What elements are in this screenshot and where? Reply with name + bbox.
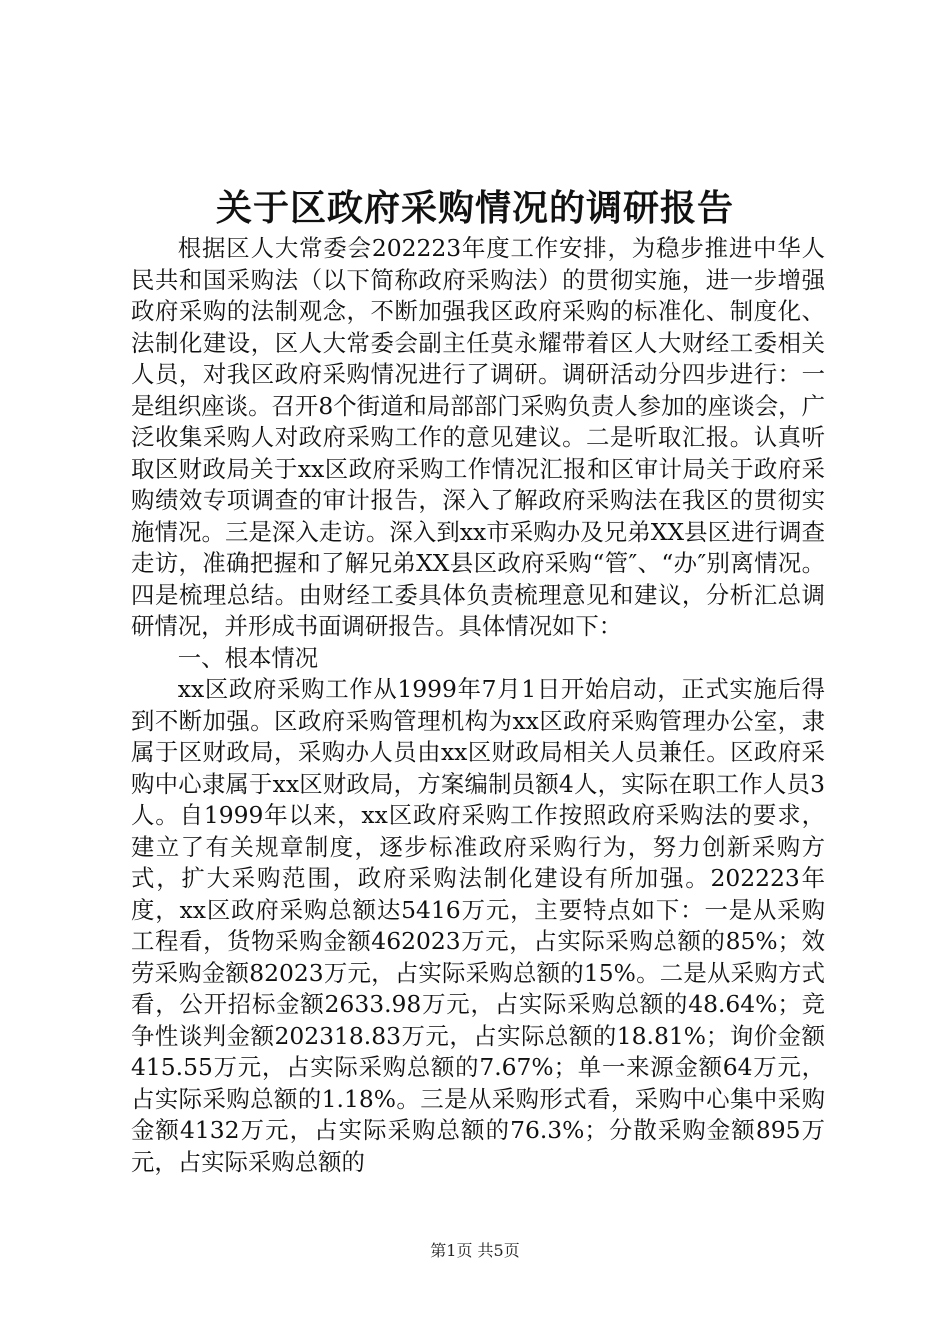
basic-situation-paragraph: xx区政府采购工作从1999年7月1日开始启动，正式实施后得到不断加强。区政府采购管理机构为xx区政府采购管理办公室，隶属于区财政局，采购办人员由xx区财政局相关人员兼任。区政府采购中心隶属于xx区财政局，方案编制员额4人，实际在职工作人员3人。自1999年以来，xx区政府采购工作按照政府采购法的要求，建立了有关规章制度，逐步标准政府采购行为，努力创新采购方式，扩大采购范围，政府采购法制化建设有所加强。202223年度，xx区政府采购总额达5416万元，主要特点如下：一是从采购工程看，货物采购金额462023万元，占实际采购总额的85%；效劳采购金额82023万元，占实际采购总额的15%。二是从采购方式看，公开招标金额2633.98万元，占实际采购总额的48.64%；竞争性谈判金额202318.83万元，占实际总额的18.81%；询价金额415.55万元，占实际采购总额的7.67%；单一来源金额64万元，占实际采购总额的1.18%。三是从采购形式看，采购中心集中采购金额4132万元，占实际采购总额的76.3%；分散采购金额895万元，占实际采购总额的 xyxy=(131,675,825,1176)
document-body xyxy=(131,233,825,1178)
intro-paragraph: 根据区人大常委会202223年度工作安排，为稳步推进中华人民共和国采购法（以下简称政府采购法）的贯彻实施，进一步增强政府采购的法制观念，不断加强我区政府采购的标准化、制度化、法制化建设，区人大常委会副主任莫永耀带着区人大财经工委相关人员，对我区政府采购情况进行了调研。调研活动分四步进行：一是组织座谈。召开8个街道和局部部门采购负责人参加的座谈会，广泛收集采购人对政府采购工作的意见建议。二是听取汇报。认真听取区财政局关于xx区政府采购工作情况汇报和区审计局关于政府采购绩效专项调查的审计报告，深入了解政府采购法在我区的贯彻实施情况。三是深入走访。深入到xx市采购办及兄弟XX县区进行调查走访，准确把握和了解兄弟XX县区政府采购“管″、“办″别离情况。四是梳理总结。由财经工委具体负责梳理意见和建议，分析汇总调研情况，并形成书面调研报告。具体情况如下： xyxy=(131,234,825,640)
section-heading: 一、根本情况 xyxy=(177,643,319,672)
page-footer: 第1页 共5页 xyxy=(430,1241,520,1260)
document-title: 关于区政府采购情况的调研报告 xyxy=(215,187,734,229)
